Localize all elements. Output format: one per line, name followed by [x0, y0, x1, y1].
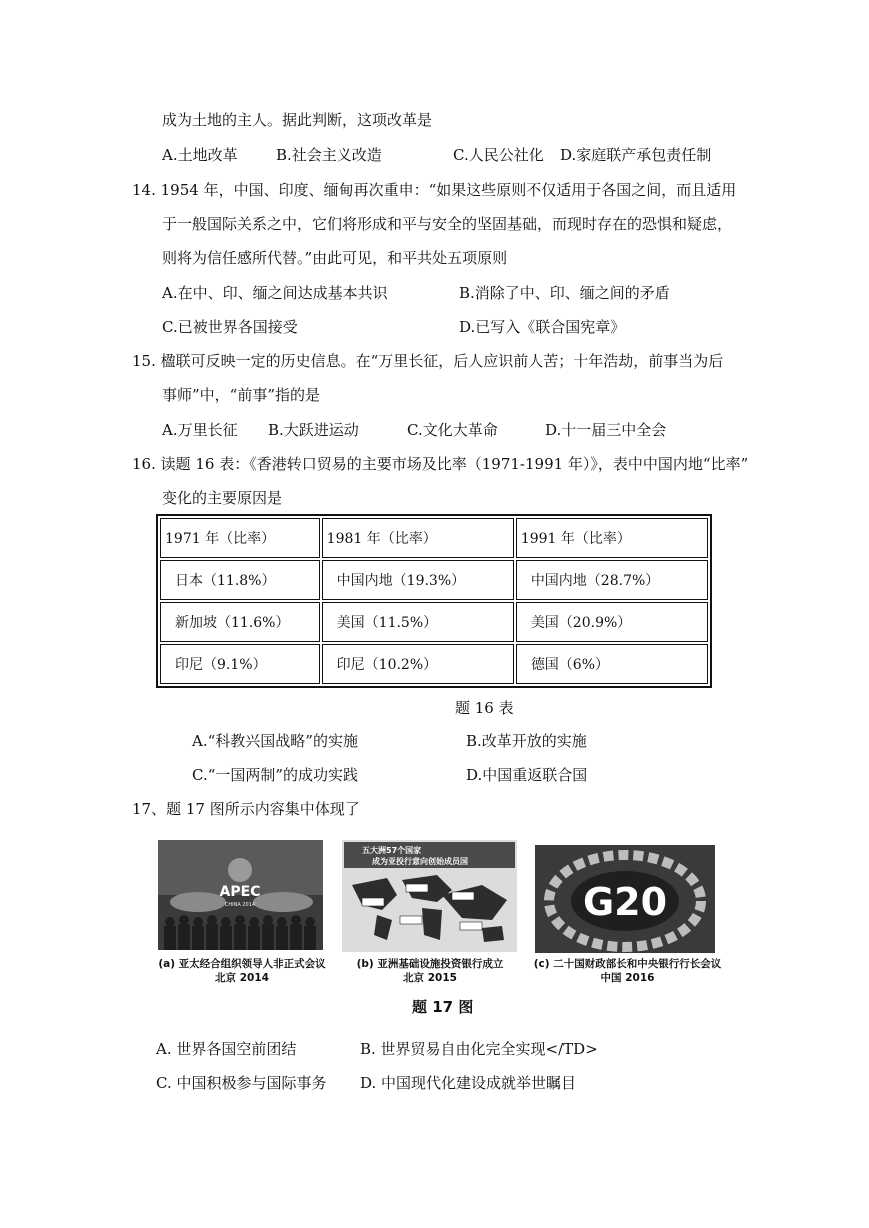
figure-17-caption: 题 17 图 — [412, 998, 474, 1016]
aiib-map-art — [342, 840, 517, 952]
apec-logo-sub: CHINA 2014 — [224, 902, 256, 908]
q17-stem: 17、题 17 图所示内容集中体现了 — [132, 800, 360, 818]
table-cell: 中国内地（28.7%） — [516, 560, 708, 600]
q16-stem-line1: 16. 读题 16 表：《香港转口贸易的主要市场及比率（1971-1991 年）》，表中中国内地“比率” — [132, 455, 749, 473]
table-row — [160, 602, 708, 642]
q14-stem-line1: 14. 1954 年，中国、印度、缅甸再次重申：“如果这些原则不仅适用于各国之间，而且适用 — [132, 181, 737, 199]
hong-kong-reexport-table — [156, 514, 712, 688]
g20-logo-text: G20 — [582, 880, 668, 924]
q16-option-b: B.改革开放的实施 — [466, 732, 587, 750]
q16-option-d: D.中国重返联合国 — [466, 766, 588, 784]
figure-b-caption-line1: (b) 亚洲基础设施投资银行成立 — [356, 958, 504, 970]
table-cell: 美国（11.5%） — [322, 602, 514, 642]
q15-stem-line2: 事师”中，“前事”指的是 — [162, 386, 321, 404]
q17-option-d: D. 中国现代化建设成就举世瞩目 — [360, 1074, 577, 1092]
g20-photo-art — [535, 845, 715, 953]
aiib-banner-line2: 成为亚投行意向创始成员国 — [372, 857, 468, 866]
figure-c-caption — [520, 957, 735, 985]
q15-stem-line1: 15. 楹联可反映一定的历史信息。在“万里长征，后人应识前人苦；十年浩劫，前事当为后 — [132, 352, 724, 370]
q14-option-a: A.在中、印、缅之间达成基本共识 — [162, 284, 388, 302]
table-header-1971: 1971 年（比率） — [160, 518, 320, 558]
figure-c-caption-line1: (c) 二十国财政部长和中央银行行长会议 — [533, 958, 722, 970]
table-cell: 印尼（10.2%） — [322, 644, 514, 684]
figure-c-caption-line2: 中国 2016 — [600, 972, 655, 984]
figure-a-caption-line1: (a) 亚太经合组织领导人非正式会议 — [158, 958, 326, 970]
table-row — [160, 560, 708, 600]
table-header-row — [160, 518, 708, 558]
table-header-1991: 1991 年（比率） — [516, 518, 708, 558]
table-header-1981: 1981 年（比率） — [322, 518, 514, 558]
q14-option-b: B.消除了中、印、缅之间的矛盾 — [459, 284, 670, 302]
q17-option-a: A. 世界各国空前团结 — [156, 1040, 297, 1058]
q17-option-b: B. 世界贸易自由化完全实现</TD> — [360, 1040, 598, 1058]
table-cell: 印尼（9.1%） — [160, 644, 320, 684]
figure-a-caption — [142, 957, 342, 985]
aiib-map — [342, 840, 517, 952]
table-cell: 美国（20.9%） — [516, 602, 708, 642]
g20-photo — [535, 845, 715, 953]
apec-photo — [158, 840, 323, 950]
table-cell: 中国内地（19.3%） — [322, 560, 514, 600]
q14-stem-line3: 则将为信任感所代替。”由此可见，和平共处五项原则 — [162, 249, 508, 267]
apec-logo-text: APEC — [219, 884, 261, 900]
q15-option-c: C.文化大革命 — [407, 421, 498, 439]
table-cell: 德国（6%） — [516, 644, 708, 684]
q13-option-d: D.家庭联产承包责任制 — [560, 146, 712, 164]
q13-option-b: B.社会主义改造 — [276, 146, 382, 164]
table-cell: 日本（11.8%） — [160, 560, 320, 600]
q13-option-a: A.土地改革 — [162, 146, 238, 164]
figure-a-caption-line2: 北京 2014 — [215, 972, 269, 984]
apec-photo-art — [158, 840, 323, 950]
q16-option-c: C.“一国两制”的成功实践 — [192, 766, 359, 784]
q14-option-c: C.已被世界各国接受 — [162, 318, 298, 336]
q15-option-b: B.大跃进运动 — [268, 421, 359, 439]
q15-option-d: D.十一届三中全会 — [545, 421, 667, 439]
q16-stem-line2: 变化的主要原因是 — [162, 489, 283, 507]
q16-option-a: A.“科教兴国战略”的实施 — [192, 732, 358, 750]
q14-stem-line2: 于一般国际关系之中，它们将形成和平与安全的坚固基础，而现时存在的恐惧和疑虑， — [162, 215, 733, 233]
aiib-banner-line1: 五大洲57个国家 — [362, 846, 422, 855]
q17-option-c: C. 中国积极参与国际事务 — [156, 1074, 327, 1092]
table-16-caption: 题 16 表 — [455, 699, 514, 717]
figure-b-caption — [330, 957, 530, 985]
figure-b-caption-line2: 北京 2015 — [403, 972, 457, 984]
table-cell: 新加坡（11.6%） — [160, 602, 320, 642]
q14-option-d: D.已写入《联合国宪章》 — [459, 318, 626, 336]
table-row — [160, 644, 708, 684]
q15-option-a: A.万里长征 — [162, 421, 238, 439]
q13-stem-tail: 成为土地的主人。据此判断，这项改革是 — [162, 111, 433, 129]
q13-option-c: C.人民公社化 — [453, 146, 544, 164]
